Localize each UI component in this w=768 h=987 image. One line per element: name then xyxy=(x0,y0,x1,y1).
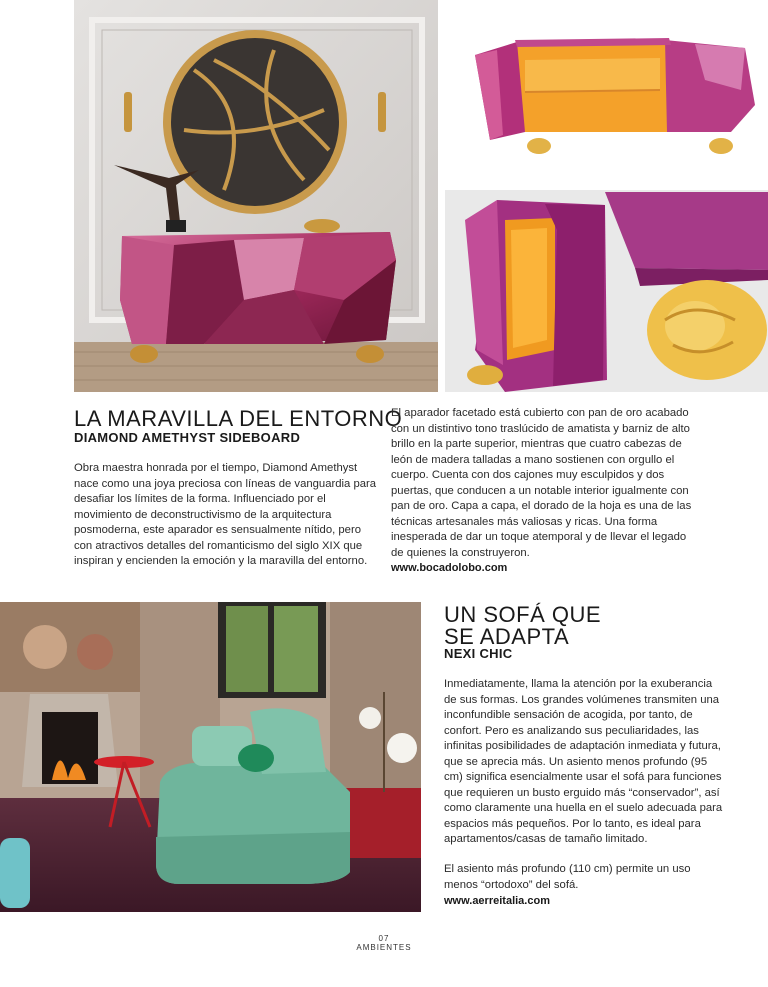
photo-sideboard-open xyxy=(445,0,768,184)
photo-sideboard-lion-detail xyxy=(445,190,768,392)
page-folio xyxy=(0,934,768,952)
article2-paragraph-1: Inmediatamente, llama la atención por la exuberancia de sus formas. Los grandes volúmenes transmiten una inconfundible sensación de acogida, por tanto, de confort. Pero es analizando sus peculiaridades, las infinitas posibilidades de adaptación inmediata y futura, que se aprecia más. Un asiento menos profundo (95 cm) significa esencialmente usar el sofá para funciones que requieren un busto erguido más “conservador”, así como claramente una huella en el suelo adecuada para espacios más pequeños. Por lo tanto, es ideal para apartamentos/casas de tamaño limitado. xyxy=(444,678,723,845)
article2-subtitle: NEXI CHIC xyxy=(444,646,513,661)
article2-paragraph-2: El asiento más profundo (110 cm) permite un uso menos “ortodoxo” del sofá. xyxy=(444,863,691,891)
article1-subtitle: DIAMOND AMETHYST SIDEBOARD xyxy=(74,430,301,445)
article1-paragraph-1: Obra maestra honrada por el tiempo, Diamond Amethyst nace como una joya preciosa con líneas de vanguardia para desafiar los límites de la forma. Influenciado por el movimiento de deconstructivismo de la arquitectura posmoderna, este aparador es sensualmente nítido, pero con atractivos detalles del romanticismo del siglo XIX que inspiran y encienden la emoción y la maravilla del entorno. xyxy=(74,462,377,567)
article1-website-link[interactable]: www.bocadolobo.com xyxy=(391,562,508,574)
article2-website-link[interactable]: www.aerreitalia.com xyxy=(444,895,550,907)
page-number: 07 xyxy=(378,934,390,943)
article2-title-line-2: SE ADAPTA xyxy=(444,624,570,649)
article1-paragraph-2: El aparador facetado está cubierto con pan de oro acabado con un distintivo tono traslúcido de amatista y barniz de alto brillo en la parte superior, mientras que cuatro cabezas de león de madera talladas a mano sostienen con orgullo el cuerpo. Cuenta con dos cajones muy esculpidos y dos puertas, que conducen a un notable interior igualmente con pan de oro. Capa a capa, el dorado de la hoja es una de las técnicas artesanales más valiosas y ricas. Una forma inesperada de dar un toque atemporal y de llevar el legado de quienes la construyeron. xyxy=(391,407,692,559)
magazine-name: AMBIENTES xyxy=(356,943,412,952)
article1-title: LA MARAVILLA DEL ENTORNO xyxy=(74,406,403,431)
photo-sofa-room xyxy=(0,602,421,912)
photo-sideboard-room xyxy=(74,0,438,392)
article2-title-line-1: UN SOFÁ QUE xyxy=(444,602,602,627)
